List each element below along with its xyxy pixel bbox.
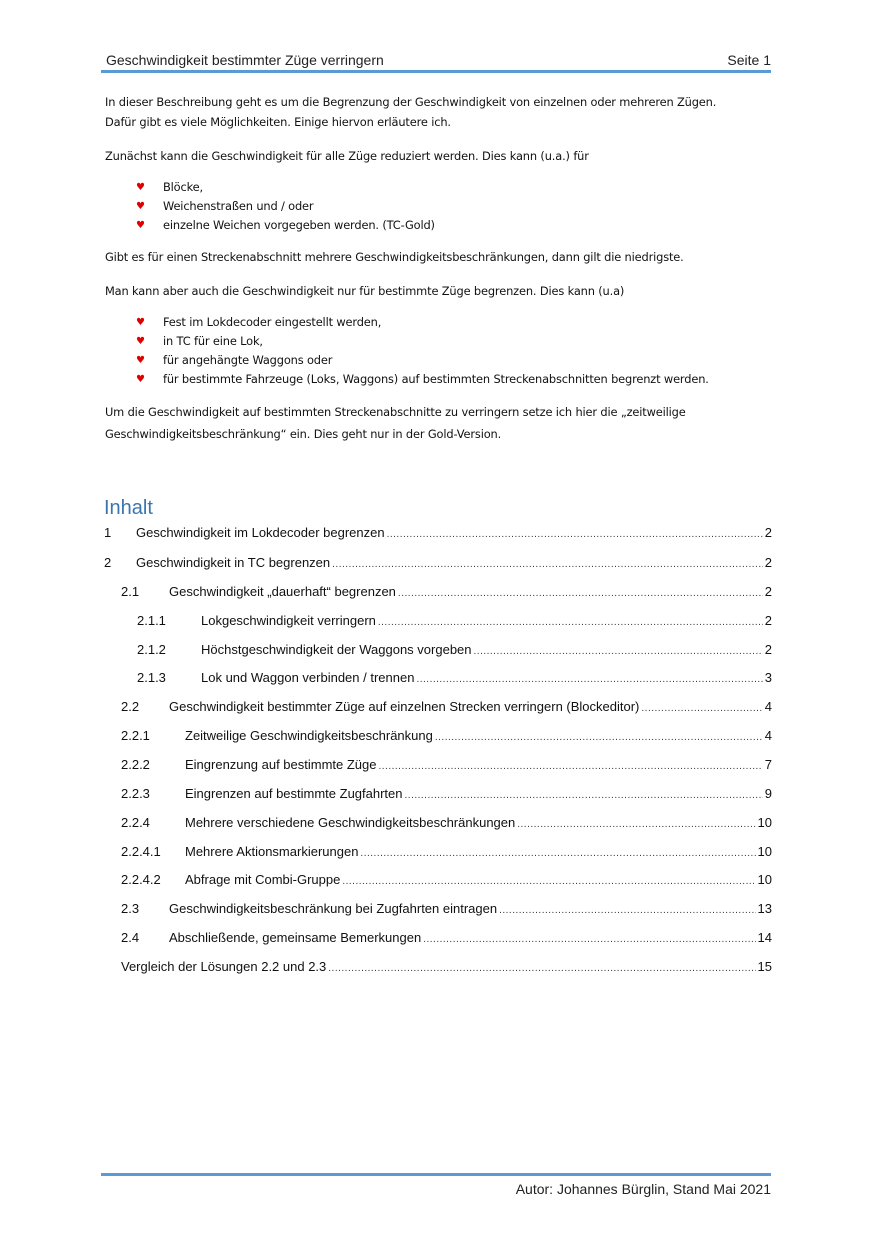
intro-paragraph-3: Gibt es für einen Streckenabschnitt mehrere Geschwindigkeitsbeschränkungen, dann gilt die niedrigste. (105, 250, 684, 264)
toc-leader-dots (398, 583, 763, 603)
heart-icon: ♥ (136, 317, 145, 328)
toc-leader-dots (328, 958, 755, 978)
toc-entry[interactable]: 1 Geschwindigkeit im Lokdecoder begrenzen ..... 2 (104, 524, 772, 542)
intro-paragraph-4: Man kann aber auch die Geschwindigkeit nur für bestimmte Züge begrenzen. Dies kann (u.a) (105, 284, 625, 298)
intro-paragraph-1-line-1: In dieser Beschreibung geht es um die Begrenzung der Geschwindigkeit von einzelnen oder mehreren Zügen. (105, 95, 717, 109)
intro-paragraph-5-line-2: Geschwindigkeitsbeschränkung“ ein. Dies geht nur in der Gold-Version. (105, 427, 502, 441)
toc-leader-dots (387, 524, 763, 544)
list-item: ♥ für bestimmte Fahrzeuge (Loks, Waggons) auf bestimmten Streckenabschnitten begrenzt werden. (105, 370, 709, 389)
toc-leader-dots (379, 756, 763, 776)
toc-leader-dots (499, 900, 755, 920)
intro-paragraph-5-line-1: Um die Geschwindigkeit auf bestimmten Streckenabschnitte zu verringern setze ich hier die „zeitweilige (105, 405, 686, 419)
toc-entry[interactable]: 2.2 Geschwindigkeit bestimmter Züge auf einzelnen Strecken verringern (Blockeditor) ..... 4 (121, 698, 772, 716)
intro-paragraph-2: Zunächst kann die Geschwindigkeit für alle Züge reduziert werden. Dies kann (u.a.) für (105, 149, 589, 163)
bullet-list-1 (105, 178, 435, 235)
heart-icon: ♥ (136, 336, 145, 347)
toc-entry[interactable]: 2.2.4 Mehrere verschiedene Geschwindigkeitsbeschränkungen ..... 10 (121, 814, 772, 832)
toc-leader-dots (342, 871, 755, 891)
toc-entry[interactable]: 2.2.3 Eingrenzen auf bestimmte Zugfahrten ..... 9 (121, 785, 772, 803)
toc-entry[interactable]: 2.4 Abschließende, gemeinsame Bemerkungen ..... 14 (121, 929, 772, 947)
toc-leader-dots (517, 814, 755, 834)
toc-entry[interactable]: 2.2.2 Eingrenzung auf bestimmte Züge ..... 7 (121, 756, 772, 774)
toc-entry[interactable]: 2.1 Geschwindigkeit „dauerhaft“ begrenzen ..... 2 (121, 583, 772, 601)
header-page-number: Seite 1 (727, 52, 771, 68)
heart-icon: ♥ (136, 201, 145, 212)
toc-title: Inhalt (104, 497, 153, 519)
page-footer: Autor: Johannes Bürglin, Stand Mai 2021 (515, 1181, 771, 1197)
page-header (106, 52, 771, 70)
toc-leader-dots (474, 641, 763, 661)
bullet-list-2 (105, 313, 709, 389)
toc-entry[interactable]: Vergleich der Lösungen 2.2 und 2.3 ..... 15 (121, 958, 772, 976)
list-item: ♥ für angehängte Waggons oder (105, 351, 709, 370)
toc-leader-dots (332, 554, 763, 574)
header-rule (101, 70, 771, 73)
toc-entry[interactable]: 2.1.3 Lok und Waggon verbinden / trennen ..... 3 (137, 669, 772, 687)
list-item: ♥ Blöcke, (105, 178, 435, 197)
header-title: Geschwindigkeit bestimmter Züge verringern (106, 52, 384, 68)
toc-entry[interactable]: 2.1.2 Höchstgeschwindigkeit der Waggons vorgeben ..... 2 (137, 641, 772, 659)
heart-icon: ♥ (136, 182, 145, 193)
toc-leader-dots (416, 669, 762, 689)
toc-entry[interactable]: 2.1.1 Lokgeschwindigkeit verringern ..... 2 (137, 612, 772, 630)
toc-leader-dots (378, 612, 763, 632)
toc-leader-dots (641, 698, 762, 718)
toc-entry[interactable]: 2.3 Geschwindigkeitsbeschränkung bei Zugfahrten eintragen ..... 13 (121, 900, 772, 918)
toc-entry[interactable]: 2 Geschwindigkeit in TC begrenzen ..... 2 (104, 554, 772, 572)
toc-entry[interactable]: 2.2.4.2 Abfrage mit Combi-Gruppe ..... 10 (121, 871, 772, 889)
heart-icon: ♥ (136, 374, 145, 385)
list-item: ♥ Weichenstraßen und / oder (105, 197, 435, 216)
toc-leader-dots (405, 785, 763, 805)
list-item: ♥ in TC für eine Lok, (105, 332, 709, 351)
intro-paragraph-1-line-2: Dafür gibt es viele Möglichkeiten. Einige hiervon erläutere ich. (105, 115, 451, 129)
toc-entry[interactable]: 2.2.4.1 Mehrere Aktionsmarkierungen ..... 10 (121, 843, 772, 861)
toc-leader-dots (423, 929, 755, 949)
heart-icon: ♥ (136, 355, 145, 366)
heart-icon: ♥ (136, 220, 145, 231)
footer-rule (101, 1173, 771, 1176)
toc-entry[interactable]: 2.2.1 Zeitweilige Geschwindigkeitsbeschränkung ..... 4 (121, 727, 772, 745)
toc-leader-dots (435, 727, 763, 747)
toc-leader-dots (360, 843, 755, 863)
list-item: ♥ einzelne Weichen vorgegeben werden. (TC-Gold) (105, 216, 435, 235)
list-item: ♥ Fest im Lokdecoder eingestellt werden, (105, 313, 709, 332)
